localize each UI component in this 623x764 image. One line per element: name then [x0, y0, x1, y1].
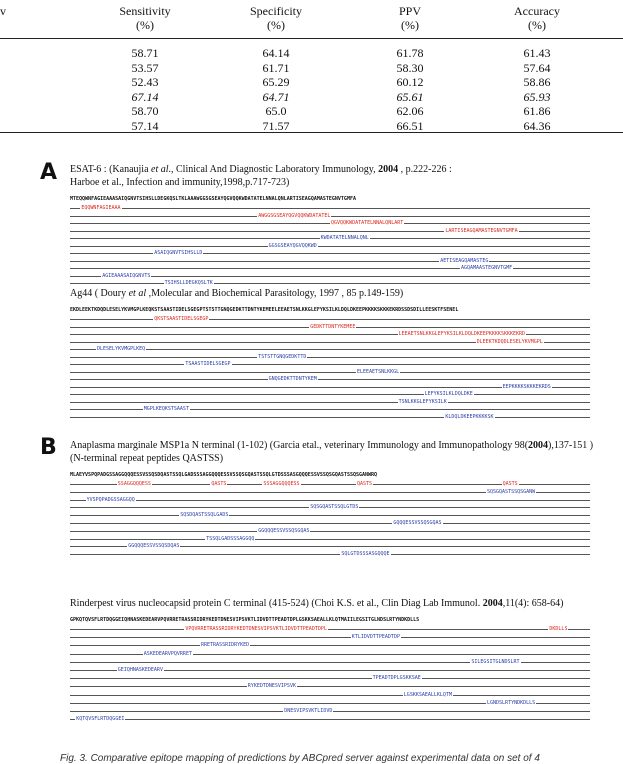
predicted-epitope: SILEGSITGLNDSLRT — [471, 658, 520, 665]
predicted-epitope: KLDQLDKEEPKKKKSK — [445, 413, 494, 420]
table-cell: 57.64 — [523, 60, 551, 75]
table-cell: 65.93 — [523, 89, 551, 104]
alignment-line — [70, 719, 590, 720]
alignment-line — [70, 678, 590, 679]
alignment-line — [70, 686, 590, 687]
experimental-epitope: DKDLLS — [549, 626, 568, 632]
reference-part: Anaplasma marginale MSP1a N terminal (1-102) (Garcia etal., veterinary Immunology and Immunopathology 98( — [70, 440, 529, 451]
alignment-line — [70, 629, 590, 630]
reference-title — [70, 288, 403, 300]
header-unit: (%) — [267, 18, 285, 32]
predicted-epitope: GGQQQESSVSSQSDQAS — [128, 543, 180, 550]
predicted-epitope: KQTQVSFLRTDQGGEI — [76, 716, 125, 723]
reference-part: 2004 — [482, 598, 503, 609]
experimental-epitope: LARTISEAGQAMASTEGNVTGMFA — [445, 227, 518, 234]
predicted-epitope: GGQQQESSVSSQSGQAS — [258, 527, 310, 534]
reference-part: et al — [151, 164, 169, 175]
predicted-epitope: GEIQHNASKEDEARV — [117, 667, 163, 673]
table-header-sensitivity — [95, 4, 195, 32]
predicted-epitope: AGIEAAASAIQGNVTS — [102, 272, 151, 279]
table-header-ppv — [360, 4, 460, 32]
reference-part: ,11(4): 658-64) — [502, 598, 564, 609]
reference-subtitle: Harboe et al., Infection and immunity,1998,p.717-723) — [70, 177, 290, 188]
protein-sequence: EKDLEEKTKDQDLESELYKVMGPLKEQKSTSAASTIDELSGEGPTSTSTTGNQGEDKTTDNTYKEMEELEEAETSNLKKGLEFYKSILKLDQLDKEEPKKKKSKKKEKRDSSDSDILLEESKTFSENEL — [70, 307, 459, 313]
table-bottom-rule — [0, 132, 623, 133]
reference-part: Rinderpest virus nucleocapsid protein C terminal (415-524) (Choi K.S. et al., Clin Diag Lab Immunol. — [70, 598, 483, 609]
header-unit: (%) — [136, 18, 154, 32]
predicted-epitope: KTLIDVDTTPEADTDP — [351, 634, 400, 641]
alignment-line — [70, 253, 590, 254]
alignment-line — [70, 246, 590, 247]
predicted-epitope: AGQAMAASTEGNVTGMF — [461, 265, 513, 271]
alignment-line — [70, 645, 590, 646]
table-header-rule — [0, 38, 623, 39]
reference-part: Ag44 ( Doury — [70, 288, 129, 299]
predicted-epitope: SQLGTDSSSASGQQQE — [341, 551, 390, 558]
reference-part: ),137-151 ) — [548, 440, 594, 451]
table-cell: 58.71 — [131, 46, 159, 60]
alignment-line — [70, 261, 590, 262]
reference-part: ., Clinical And Diagnostic Laboratory Immunology, — [168, 164, 379, 175]
experimental-epitope: QASTS — [211, 481, 227, 487]
experimental-epitope: QGVQQKWDATATELNNALQNLART — [331, 220, 404, 226]
reference-part: ,Molecular and Biochemical Parasitology, 1997 , 85 p.149-159) — [146, 288, 404, 299]
table-cell: 66.51 — [396, 118, 424, 133]
predicted-epitope: ELEEAETSNLKKGL — [357, 368, 400, 375]
experimental-epitope: SSSAGGQQQESS — [263, 481, 300, 487]
table-cell: 61.71 — [262, 60, 290, 75]
header-label: PPV — [398, 4, 421, 18]
header-unit: (%) — [528, 18, 546, 32]
alignment-line — [70, 364, 590, 365]
reference-part: ESAT-6 : (Kanaujia — [70, 164, 152, 175]
panel-label-a: A — [40, 160, 58, 185]
experimental-epitope: QKSTSAASTIDELSGEGP — [154, 316, 209, 322]
table-cell: 61.43 — [523, 46, 551, 60]
predicted-epitope: TSSQLGADSSSAGGQQ — [206, 535, 255, 542]
experimental-epitope: DLEEKTKDQDLESELYKVMGPL — [476, 338, 543, 345]
table-cell: 71.57 — [262, 118, 290, 133]
reference-part: et al — [128, 288, 147, 299]
predicted-epitope: TPEADTDPLGSKKSAE — [372, 675, 421, 682]
predicted-epitope: YVSPQPADGSSAGGQQ — [86, 496, 135, 503]
alignment-line — [70, 539, 590, 540]
experimental-epitope: LEEAETSNLKKGLEFYKSILKLDQLDKEEPKKKKSKKKEKRD — [398, 331, 526, 337]
table-header-accuracy — [487, 4, 587, 32]
experimental-epitope: EQQWNFAGIEAAA — [81, 205, 121, 211]
table-cell: 67.14 — [131, 89, 159, 104]
predicted-epitope: SQSGQASTSSQLGTDS — [310, 504, 359, 511]
epitope-figure — [40, 150, 600, 750]
reference-title — [70, 598, 563, 610]
reference-part: , p.222-226 : — [398, 164, 452, 175]
alignment-line — [70, 319, 590, 320]
predicted-epitope: SQSGQASTSSQSGANW — [487, 488, 536, 495]
experimental-epitope: QASTS — [502, 481, 518, 487]
alignment-line — [70, 554, 590, 555]
alignment-line — [70, 515, 590, 516]
table-cell: 65.0 — [265, 104, 287, 118]
alignment-line — [70, 372, 590, 373]
predicted-epitope: TSNLKKGLEFYKSILK — [398, 398, 447, 405]
table-cell: 58.70 — [131, 104, 159, 118]
predicted-epitope: ASAIQGNVTSIHSLLD — [154, 250, 203, 256]
predicted-epitope: LGNDSLRTYNDKDLLS — [487, 699, 536, 706]
predicted-epitope: LEFYKSILKLDQLDKE — [424, 391, 473, 397]
table-cell: 61.78 — [396, 46, 424, 60]
protein-sequence: MLAEYVSPQPADGSSAGGQQQESSVSSQSDQASTSSQLGADSSSAGGQQQESSVSSQSGQASTSSQLGTDSSSASGQQQESSVSSQSGQASTSSQSGANWRQ — [70, 472, 378, 478]
table-cell: 57.14 — [131, 118, 159, 133]
predicted-epitope: RYKEDTDNESVIPSVK — [247, 683, 296, 690]
reference-title — [70, 164, 452, 176]
table-cell: 52.43 — [131, 75, 159, 89]
predicted-epitope: EEPKKKKSKKKEKRDS — [502, 383, 551, 390]
predicted-epitope: DLESELYKVMGPLKEQ — [97, 346, 146, 352]
predicted-epitope: LGSKKSAEALLKLQTM — [403, 691, 452, 698]
reference-subtitle: (N-terminal repeat peptides QASTSS) — [70, 453, 224, 464]
table-cell: 53.57 — [131, 60, 159, 75]
experimental-epitope: SSAGGQQQESS — [117, 481, 151, 487]
predicted-epitope: RRETRASSRIDRYKED — [201, 642, 250, 649]
alignment-line — [70, 695, 590, 696]
alignment-line — [70, 379, 590, 380]
predicted-epitope: GQQQESSVSSQSGQAS — [393, 520, 442, 526]
header-label: Specificity — [250, 4, 302, 18]
table-cell: 58.86 — [523, 75, 551, 89]
table-cell: 64.71 — [262, 89, 290, 104]
table-cell: 61.86 — [523, 104, 551, 118]
table-cell: 64.36 — [523, 118, 551, 133]
alignment-line — [70, 417, 590, 418]
predicted-epitope: GGSGSEAYQGVQQKWD — [268, 242, 317, 249]
table-cell: 60.12 — [396, 75, 424, 89]
alignment-line — [70, 349, 590, 350]
figure-caption: Fig. 3. Comparative epitope mapping of predictions by ABCpred server against experimental data on set of 4 — [60, 753, 540, 764]
experimental-epitope: AWGGSGSEAYQGVQQKWDATATEL — [258, 212, 331, 219]
reference-part: 2004 — [528, 440, 549, 451]
experimental-epitope: VPQVRRETRASSRIDRYKEDTDNESVIPSVKTLIDVDTTPEADTDPL — [185, 626, 327, 632]
predicted-epitope: KWDATATELNNALQNL — [320, 235, 369, 241]
header-unit: (%) — [401, 18, 419, 32]
experimental-epitope: GEDKTTDNTYKEMEE — [310, 323, 356, 330]
predicted-epitope: TSIHSLLDEGKQSLTK — [164, 280, 213, 286]
table-cell: 65.29 — [262, 75, 290, 89]
table-cell: 64.14 — [262, 46, 290, 60]
header-label: Sensitivity — [119, 4, 171, 18]
alignment-line — [70, 402, 590, 403]
table-header-first-col: v — [0, 4, 6, 18]
panel-label-b: B — [40, 435, 57, 460]
table-cell: 58.30 — [396, 60, 424, 75]
table-cell: 62.06 — [396, 104, 424, 118]
reference-title — [70, 440, 593, 452]
table-cell: 65.61 — [396, 89, 424, 104]
alignment-line — [70, 531, 590, 532]
table-header-specificity — [226, 4, 326, 32]
predicted-epitope: AETISEAGQAMASTEG — [440, 257, 489, 264]
predicted-epitope: ASKEDEARVPQVRRET — [143, 650, 192, 657]
predicted-epitope: MGPLKEQKSTSAAST — [143, 406, 189, 412]
alignment-line — [70, 208, 590, 209]
header-label: Accuracy — [514, 4, 560, 18]
reference-part: 2004 — [378, 164, 399, 175]
protein-sequence: MTEQQWNFAGIEAAASAIQGNVTSIHSLLDEGKQSLTKLAAAWGGSGSEAYQGVQQKWDATATELNNALQNLARTISEAGQAMASTEGNVTGMFA — [70, 196, 356, 202]
predicted-epitope: DNESVIPSVKTLIDVD — [284, 708, 333, 714]
protein-sequence: GPKQTQVSFLRTDQGGEIQHNASKEDEARVPQVRRETRASSRIDRYKEDTDNESVIPSVKTLIDVDTTPEADTDPLGSKKSAEALLKLQTMAIILEGSITGLNDSLRTYNDKDLLS — [70, 617, 420, 623]
alignment-line — [70, 357, 590, 358]
alignment-line — [70, 500, 590, 501]
experimental-epitope: QASTS — [357, 481, 373, 487]
predicted-epitope: TSTSTTGNQGEDKTTD — [258, 353, 307, 360]
alignment-line — [70, 637, 590, 638]
predicted-epitope: SQSDQASTSSQLGADS — [180, 512, 229, 519]
predicted-epitope: GNQGEDKTTDNTYKEM — [268, 376, 317, 382]
alignment-line — [70, 283, 590, 284]
alignment-line — [70, 523, 590, 524]
predicted-epitope: TSAASTIDELSGEGP — [185, 361, 231, 367]
alignment-line — [70, 394, 590, 395]
